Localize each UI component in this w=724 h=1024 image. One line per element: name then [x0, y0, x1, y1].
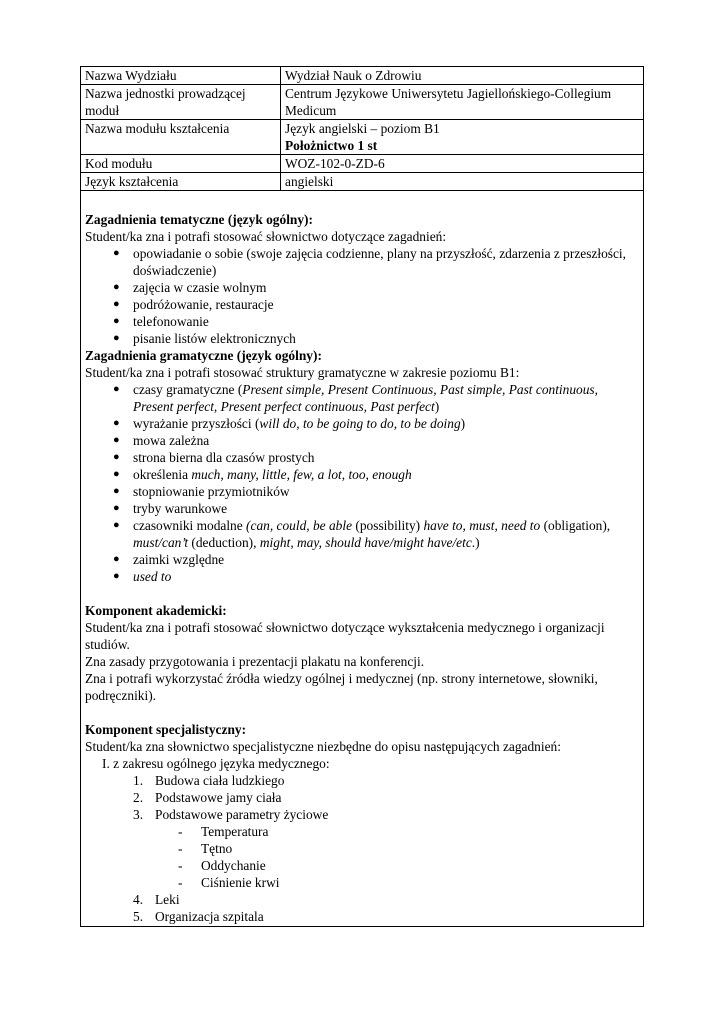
module-name-bold: Położnictwo 1 st: [285, 138, 378, 153]
faculty-name-value: Wydział Nauk o Zdrowiu: [281, 67, 644, 85]
list-item: ● opowiadanie o sobie (swoje zajęcia codzienne, plany na przyszłość, zdarzenia z przeszłości, doświadczenie): [113, 246, 627, 278]
thematic-intro: Student/ka zna i potrafi stosować słownictwo dotyczące zagadnień:: [85, 229, 447, 244]
list-item: ● podróżowanie, restauracje: [113, 297, 274, 312]
module-info-table: [80, 66, 644, 191]
unit-name-value: Centrum Językowe Uniwersytetu Jagiellońskiego-Collegium Medicum: [281, 85, 644, 120]
list-item: ● mowa zależna: [113, 433, 210, 448]
specialist-heading: Komponent specjalistyczny:: [85, 722, 247, 737]
module-code-key: Kod modułu: [81, 155, 281, 173]
specialist-list: [85, 772, 639, 823]
thematic-heading: Zagadnienia tematyczne (język ogólny):: [85, 212, 313, 227]
list-item: - Ciśnienie krwi: [178, 875, 280, 890]
list-item: ● tryby warunkowe: [113, 501, 228, 516]
bullet-icon: ●: [113, 451, 120, 463]
specialist-section: [85, 755, 639, 772]
thematic-list: [85, 245, 639, 347]
section-marker: I.: [102, 756, 110, 771]
bullet-icon: ●: [113, 332, 120, 344]
list-item: - Tętno: [178, 841, 233, 856]
list-item: ● pisanie listów elektronicznych: [113, 331, 296, 346]
list-item: - Oddychanie: [178, 858, 266, 873]
bullet-icon: ●: [113, 519, 120, 531]
list-item: ● czasy gramatyczne (Present simple, Present Continuous, Past simple, Past continuous, Present perfect, Present perfect continuous, Past perfect): [113, 382, 598, 414]
language-value: angielski: [281, 173, 644, 191]
grammar-heading: Zagadnienia gramatyczne (język ogólny):: [85, 348, 322, 363]
academic-line: Zna zasady przygotowania i prezentacji plakatu na konferencji.: [85, 654, 425, 669]
bullet-icon: ●: [113, 570, 120, 582]
bullet-icon: ●: [113, 281, 120, 293]
module-name-key: Nazwa modułu kształcenia: [81, 120, 281, 155]
bullet-icon: ●: [113, 468, 120, 480]
list-item: ● czasowniki modalne (can, could, be able (possibility) have to, must, need to (obligation), must/can’t (deduction), might, may, should have/might have/etc.): [113, 518, 611, 550]
list-item: ● wyrażanie przyszłości (will do, to be going to do, to be doing): [113, 416, 466, 431]
grammar-list: [85, 381, 639, 585]
document-page: [80, 66, 644, 927]
table-row: [81, 155, 644, 173]
bullet-icon: ●: [113, 553, 120, 565]
bullet-icon: ●: [113, 383, 120, 395]
vitals-list: [85, 823, 639, 891]
list-item: 2. Podstawowe jamy ciała: [133, 790, 282, 805]
bullet-icon: ●: [113, 434, 120, 446]
list-item: 4. Leki: [133, 892, 180, 907]
bullet-icon: ●: [113, 298, 120, 310]
bullet-icon: ●: [113, 315, 120, 327]
bullet-icon: ●: [113, 417, 120, 429]
list-item: 3. Podstawowe parametry życiowe: [133, 807, 329, 822]
list-item: ● zajęcia w czasie wolnym: [113, 280, 267, 295]
list-item: ● określenia much, many, little, few, a lot, too, enough: [113, 467, 412, 482]
list-item: ● used to: [113, 569, 172, 584]
module-name-text: Język angielski – poziom B1: [285, 121, 440, 136]
content-cell: [80, 191, 644, 927]
list-item: - Temperatura: [178, 824, 269, 839]
bullet-icon: ●: [113, 247, 120, 259]
section-label: z zakresu ogólnego języka medycznego:: [113, 756, 330, 771]
table-row: [81, 67, 644, 85]
module-code-value: WOZ-102-0-ZD-6: [281, 155, 644, 173]
table-row: [81, 120, 644, 155]
faculty-name-key: Nazwa Wydziału: [81, 67, 281, 85]
specialist-intro: Student/ka zna słownictwo specjalistyczne niezbędne do opisu następujących zagadnień:: [85, 739, 561, 754]
academic-line: Student/ka zna i potrafi stosować słownictwo dotyczące wykształcenia medycznego i organizacji studiów.: [85, 620, 605, 652]
specialist-list-continued: [85, 891, 639, 925]
list-item: 5. Organizacja szpitala: [133, 909, 264, 924]
table-row: [81, 85, 644, 120]
list-item: ● stopniowanie przymiotników: [113, 484, 290, 499]
list-item: ● zaimki względne: [113, 552, 225, 567]
unit-name-key: Nazwa jednostki prowadzącej moduł: [81, 85, 281, 120]
list-item: ● strona bierna dla czasów prostych: [113, 450, 315, 465]
academic-line: Zna i potrafi wykorzystać źródła wiedzy ogólnej i medycznej (np. strony internetowe, słowniki, podręczniki).: [85, 671, 598, 703]
bullet-icon: ●: [113, 485, 120, 497]
list-item: ● telefonowanie: [113, 314, 209, 329]
language-key: Język kształcenia: [81, 173, 281, 191]
academic-heading: Komponent akademicki:: [85, 603, 227, 618]
module-name-value: [281, 120, 644, 155]
grammar-intro: Student/ka zna i potrafi stosować struktury gramatyczne w zakresie poziomu B1:: [85, 365, 520, 380]
bullet-icon: ●: [113, 502, 120, 514]
table-row: [81, 173, 644, 191]
list-item: 1. Budowa ciała ludzkiego: [133, 773, 285, 788]
